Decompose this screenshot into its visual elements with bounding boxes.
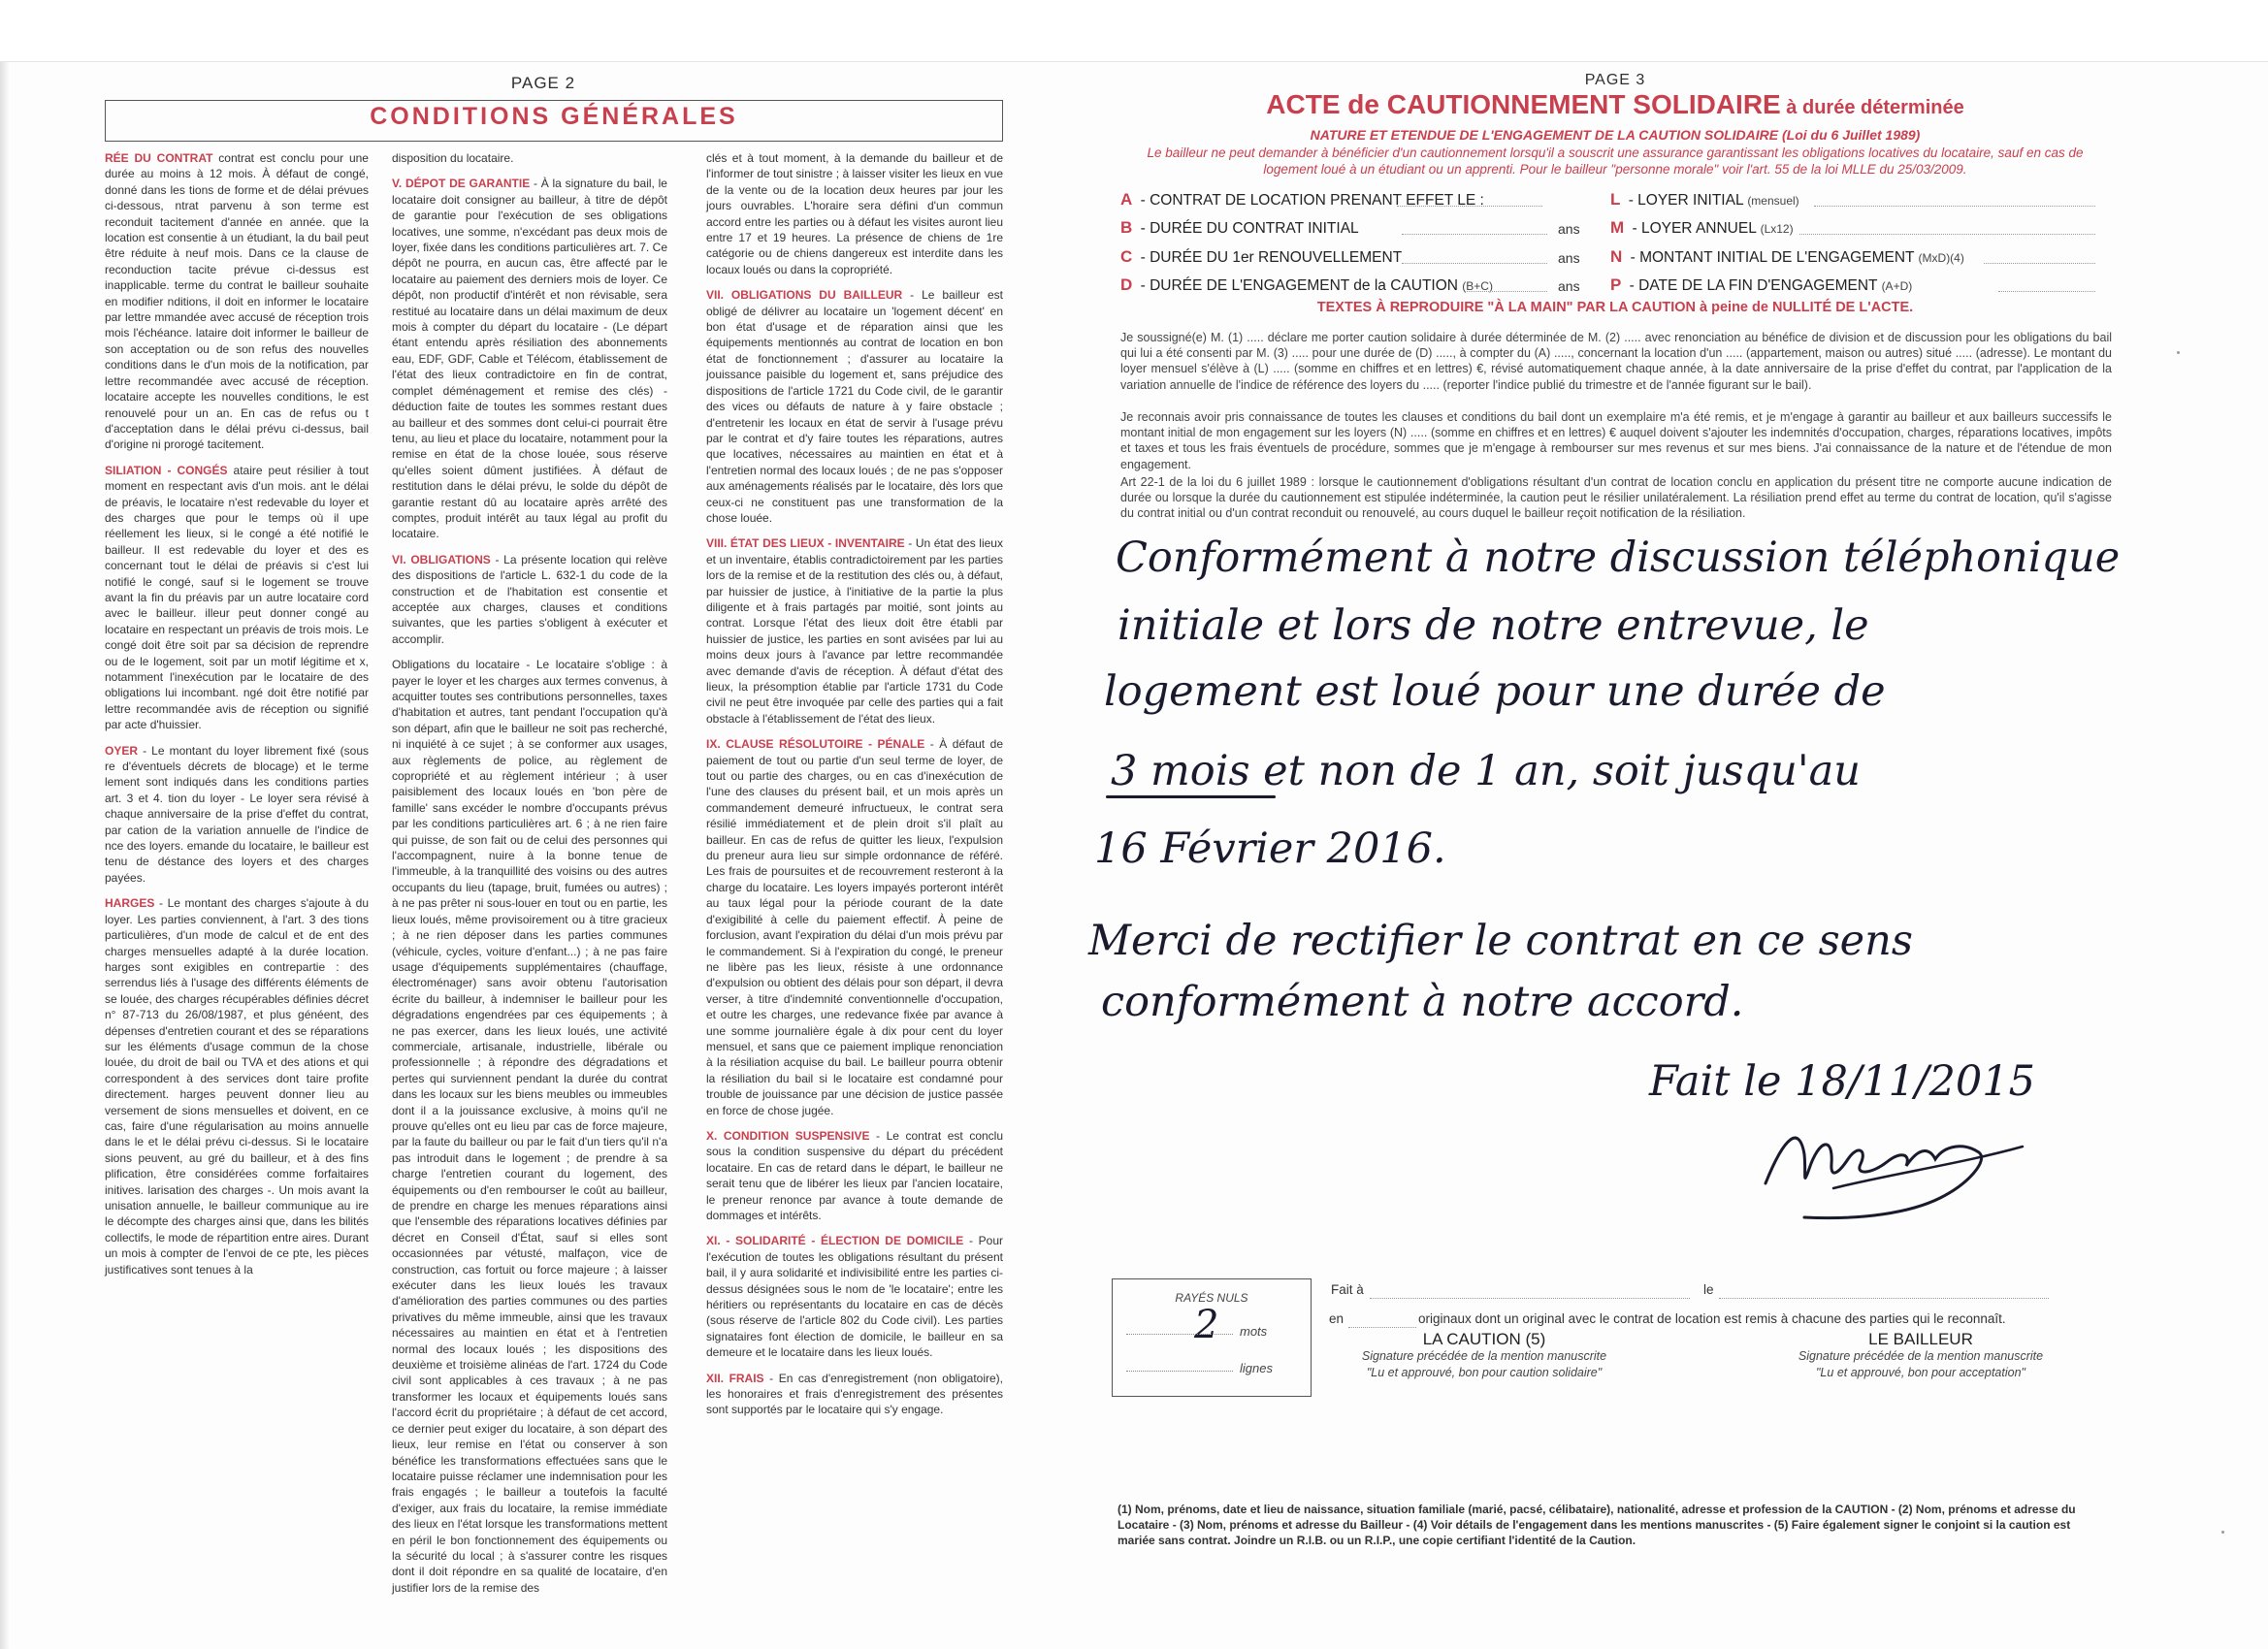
section-duree: RÉE DU CONTRAT contrat est conclu pour une durée au moins à 12 mois. À défaut de congé, donné dans les tions de forme et de délai prévues ci-dessous, ntrat parvenu à son terme est reconduit tacitement d'année en année. que la location est consentie à un étudiant, la du bail peut être réduite à neuf mois. Dans ce la clause de reconduction tacite prévue ci-dessus est inapplicable. terme du contrat le bailleur souhaite en modifier nditions, il doit en informer le locataire par lettre mmandée avec accusé de réception trois mois l'échéance. lataire doit informer le bailleur de son acceptation ou de son refus des nouvelles conditions dans le d'un mois de la notification, par lettre recommandée avec accusé de réception. locataire accepte les nouvelles conditions, le est renouvelé pour un an. En cas de refus ou t d'acceptation dans le délai prévu ci-dessus, bail d'origine ni prorogé tacitement.: [105, 151, 369, 452]
le-label: le: [1703, 1282, 1714, 1297]
page3-intro: Le bailleur ne peut demander à bénéficier d'un cautionnement lorsqu'il a souscrit une assurance garantissant les obligations locatives du locataire, sauf en cas de logement loué à un étudiant ou un apprenti. Pour le bailleur "personne morale" voir l'art. 55 de la loi MLLE du 25/03/2009.: [1147, 146, 2084, 177]
handwritten-line-2: initiale et lors de notre entrevue, le: [1118, 601, 1869, 650]
rayes-lignes-line[interactable]: [1126, 1371, 1233, 1372]
title-main: ACTE de CAUTIONNEMENT SOLIDAIRE: [1266, 89, 1781, 119]
scan-speck: [2177, 351, 2180, 354]
page3-title: [1116, 89, 2115, 120]
fait-a-label: Fait à: [1331, 1282, 1364, 1297]
section-depot-garantie: V. DÉPOT DE GARANTIE - À la signature du bail, le locataire doit consigner au bailleur, à titre de dépôt de garantie pour l'exécution de ses obligations locatives, une somme, n'excédant pas deux mois de loyer, fixée dans les conditions particulières art. 7. Ce dépôt ne pourra, en aucun cas, être affecté par le locataire au paiement des derniers mois de loyer. Ce dépôt, non productif d'intérêt et non révisable, sera restitué au locataire dans un délai maximum de deux mois à compter du départ du locataire - (Le départ étant entendu après résiliation des abonnements eau, EDF, GDF, Cable et Télécom, établissement de l'état des lieux contradictoire en fin de contrat, complet déménagement et remise des clés) - déduction faite de toutes les sommes restant dues au bailleur et des sommes dont celui-ci pourrait être tenu, au lieu et place du locataire, notamment pour la remise en état de la chose louée, sous réserve qu'elles soient dûment justifiées. À défaut de restitution dans le délai prévu, le solde du dépôt de garantie restant dû au locataire après arrêté des comptes, produit intérêt au taux légal au profit du locataire.: [392, 177, 667, 541]
section-obligations-bailleur: VII. OBLIGATIONS DU BAILLEUR - Le bailleur est obligé de délivrer au locataire un 'logement décent' en bon état d'usage et de réparation ainsi que les équipements mentionnés au contrat de location en bon état de fonctionnement ; d'assurer au locataire la jouissance paisible du logement et, sans préjudice des dispositions de l'article 1721 du Code civil, de le garantir des vices ou défauts de nature à y faire obstacle ; d'entretenir les locaux en état de servir à l'usage prévu par le contrat et d'y faire toutes les réparations, autres que locatives, nécessaires au maintien en état et à l'entretien normal des locaux loués ; de ne pas s'opposer aux aménagements réalisés par le locataire, dès lors que ceux-ci ne constituent pas une transformation de la chose louée.: [706, 288, 1003, 525]
caution-note-1: Signature précédée de la mention manuscrite: [1361, 1349, 1607, 1363]
handwritten-line-6: Merci de rectifier le contrat en ce sens: [1088, 917, 1913, 965]
field-a-line[interactable]: [1397, 206, 1542, 207]
section-obligations: VI. OBLIGATIONS - La présente location qui relève des dispositions de l'article L. 632-1 du code de la construction et de l'habitation est consentie et acceptée aux charges, clauses et conditions suivantes, que les parties s'obligent à exécuter et accomplir.: [392, 552, 667, 646]
scan-edge-shadow: [0, 62, 10, 1649]
field-l: L - LOYER INITIAL (mensuel): [1610, 190, 1799, 209]
section-frais: XII. FRAIS - En cas d'enregistrement (non obligatoire), les honoraires et frais d'enregistrement des présentes sont supportés par le locataire qui s'y engage.: [706, 1371, 1003, 1417]
handwritten-underline: [1106, 795, 1276, 798]
handwritten-line-7: conformément à notre accord.: [1101, 978, 1744, 1026]
rayes-nuls-title: RAYÉS NULS: [1175, 1291, 1248, 1305]
rayes-mots-label: mots: [1240, 1324, 1268, 1339]
paragraph-reconnaissance: Je reconnais avoir pris connaissance de toutes les clauses et conditions du bail dont un exemplaire m'a été remis, et je m'engage à garantir au bailleur et aux bailleurs successifs le montant initial de mon engagement sur les loyers (N) ..... (somme en chiffres et en lettres) € auquel doivent s'ajouter les indemnités d'occupation, charges, réparations locatives, impôts et taxes et tous les frais éventuels de procédure, sommes que je m'engage à rembourser sur mes revenus et sur mes biens. J'ai connaissance de la nature et de l'étendue de mon engagement.: [1120, 410, 2112, 471]
page3-number: PAGE 3: [1584, 72, 1646, 88]
handwritten-line-4: 3 mois et non de 1 an, soit jusqu'au: [1111, 747, 1861, 795]
handwritten-line-3: logement est loué pour une durée de: [1104, 667, 1886, 716]
section-loyer: OYER - Le montant du loyer librement fixé (sous re d'éventuels décrets de blocage) et le terme lement sont indiqués dans les conditions parties art. 3 et 4. tion du loyer - Le loyer sera révisé à chaque anniversaire de la prise d'effet du contrat, par cation de la variation annuelle de l'indice de nce des loyers. emande du locataire, le bailleur est tenu de déstance des loyers et des charges payées.: [105, 743, 369, 885]
rayes-lignes-label: lignes: [1240, 1361, 1273, 1375]
field-b-unit: ans: [1558, 221, 1580, 237]
rayes-nuls-box: [1112, 1278, 1312, 1397]
originaux-text: originaux dont un original avec le contrat de location est remis à chacune des parties qui le reconnaît.: [1418, 1311, 2006, 1326]
field-n-line[interactable]: [1984, 263, 2095, 264]
section-continuation: clés et à tout moment, à la demande du bailleur et de l'informer de tout sinistre ; à laisser visiter les lieux en vue de la vente ou de la location deux heures par jour les jours ouvrables. L'horaire sera défini d'un commun accord entre les parties ou à défaut les visites auront lieu entre 17 et 19 heures. La présence de chiens de 1re catégorie ou de chiens dangereux est interdite dans les locaux loués ou dans la copropriété.: [706, 151, 1003, 276]
section-solidarite: XI. - SOLIDARITÉ - ÉLECTION DE DOMICILE - Pour l'exécution de toutes les obligations résultant du présent bail, il y aura solidarité et indivisibilité entre les parties ci-dessus désignées sous le nom de 'le locataire'; entre les héritiers ou représentants du locataire en cas de décès (sous réserve de l'article 802 du Code civil). Les parties signataires font élection de domicile, le bailleur en sa demeure et le locataire dans les lieux loués.: [706, 1234, 1003, 1360]
page2-number: PAGE 2: [510, 74, 576, 92]
page2-title: CONDITIONS GÉNÉRALES: [370, 103, 738, 130]
page3-footnote: (1) Nom, prénoms, date et lieu de naissance, situation familiale (marié, pacsé, célibataire), nationalité, adresse et profession de la CAUTION - (2) Nom, prénoms et adresse du Locataire - (3) Nom, prénoms et adresse du Bailleur - (4) Voir détails de l'engagement dans les mentions manuscrites - (5) Faire également signer le conjoint si la caution est mariée sans contrat. Joindre un R.I.B. ou un R.I.P., une copie certifiant l'identité de la Caution.: [1118, 1503, 2076, 1547]
handwritten-date: Fait le 18/11/2015: [1649, 1057, 2035, 1106]
section-clause-resolutoire: IX. CLAUSE RÉSOLUTOIRE - PÉNALE - À défaut de paiement de tout ou partie d'un seul terme de loyer, de tout ou partie des charges, ou en cas d'inexécution de l'une des clauses du présent bail, et un mois après un commandement demeuré infructueux, le contrat sera résilié immédiatement et de plein droit s'il plaît au bailleur. En cas de refus de quitter les lieux, l'expulsion du preneur aura lieu sur simple ordonnance de référé. Les frais de poursuites et de recouvrement resteront à la charge du locataire. Les loyers impayés porteront intérêt au taux légal pour la période courant de la date d'exigibilité à celle du paiement effectif. À peine de forclusion, avant l'expiration du délai d'un mois prévu par le commandement. Si à l'expiration du congé, le preneur ne libère pas les lieux, résiste à une ordonnance d'expulsion ou obtient des délais pour son départ, il devra verser, à titre d'indemnité conventionnelle d'occupation, et outre les charges, une redevance fixée par avance à une somme journalière égale à dix pour cent du loyer mensuel, et sans que ce paiement implique renonciation à la résiliation acquise du bail. Le bailleur pourra obtenir la résiliation du bail si le locataire est condamné pour trouble de jouissance par une décision de justice passée en force de chose jugée.: [706, 737, 1003, 1117]
paragraph-article-22: Art 22-1 de la loi du 6 juillet 1989 : lorsque le cautionnement d'obligations résultant d'un contrat de location conclu en application du présent titre ne comporte aucune indication de durée ou lorsque la durée du cautionnement est stipulée indéterminée, la caution peut le résilier unilatéralement. La résiliation prend effet au terme du contrat de location, qu'il s'agisse du contrat initial ou d'un contrat reconduit ou renouvelé, au cours duquel le bailleur reçoit notification de la résiliation.: [1120, 475, 2112, 521]
section-charges: HARGES - Le montant des charges s'ajoute à du loyer. Les parties conviennent, à l'art. 3 des tions particulières, d'un mode de calcul et de ent des charges mensuelles adapté à la durée location. harges sont exigibles en contrepartie : des serrendus liés à l'usage des différents éléments de se louée, des charges récupérables définies décret n° 87-713 du 26/08/1987, et plus généent, des dépenses d'entretien courant et des se réparations sur les éléments d'usage commun de la chose louée, du droit de bail ou TVA et des ations et qui correspondent à des services dont taire profite directement. harges peuvent donner lieu au versement de sions mensuelles et doivent, en ce cas, faire d'une régularisation au moins annuelle dans le et le délai prévu ci-dessus. Si le locataire sions peuvent, au gré du bailleur, et à des fins plification, être considérées comme forfaitaires initives. larisation des charges -. Un mois avant la unisation annuelle, le bailleur communique au ire le décompte des charges ainsi que, dans les bilités collectifs, le mode de répartition entre aires. Durant un mois à compter de l'envoi de ce pte, les pièces justificatives sont tenues à la: [105, 896, 369, 1277]
field-n: N - MONTANT INITIAL DE L'ENGAGEMENT (MxD)(4): [1610, 247, 1964, 266]
en-label: en: [1329, 1311, 1345, 1326]
en-line[interactable]: [1348, 1327, 1416, 1328]
field-a: A - CONTRAT DE LOCATION PRENANT EFFET LE :: [1120, 190, 1484, 209]
field-p-line[interactable]: [1998, 291, 2095, 292]
field-d-unit: ans: [1558, 278, 1580, 294]
bailleur-note-1: Signature précédée de la mention manuscrite: [1798, 1349, 2044, 1363]
field-p: P - DATE DE LA FIN D'ENGAGEMENT (A+D): [1610, 275, 1913, 294]
scan-top-margin: [0, 0, 2268, 62]
bailleur-note-2: "Lu et approuvé, bon pour acceptation": [1816, 1366, 2025, 1379]
handwritten-line-1: Conformément à notre discussion téléphonique: [1116, 534, 2121, 582]
rayes-mots-value: 2: [1194, 1303, 1219, 1347]
field-c-unit: ans: [1558, 250, 1580, 266]
page3-subtitle: NATURE ET ETENDUE DE L'ENGAGEMENT DE LA CAUTION SOLIDAIRE (Loi du 6 Juillet 1989): [1310, 127, 1921, 143]
caution-note-2: "Lu et approuvé, bon pour caution solidaire": [1366, 1366, 1603, 1379]
page2-column-3: [706, 150, 1003, 1518]
fait-a-line[interactable]: [1370, 1298, 1690, 1299]
handwritten-line-5: 16 Février 2016.: [1094, 824, 1446, 873]
field-c: C - DURÉE DU 1er RENOUVELLEMENT: [1120, 247, 1403, 266]
section-condition-suspensive: X. CONDITION SUSPENSIVE - Le contrat est conclu sous la condition suspensive du départ du précédent locataire. En cas de retard dans le départ, le bailleur ne serait tenu que de libérer les lieux par l'ancien locataire, le preneur renonce par avance à toute demande de dommages et intérêts.: [706, 1128, 1004, 1222]
field-m: M - LOYER ANNUEL (Lx12): [1610, 218, 1794, 237]
field-b: B - DURÉE DU CONTRAT INITIAL: [1120, 218, 1359, 237]
section-etat-des-lieux: VIII. ÉTAT DES LIEUX - INVENTAIRE - Un état des lieux et un inventaire, établis contradictoirement par les parties lors de la remise et de la restitution des clés ou, à défaut, par huissier de justice, à l'initiative de la partie la plus diligente et à frais partagés par moitié, sont joints au contrat. Lorsque l'état des lieux doit être établi par huissier de justice, les parties en sont avisées par lui au moins deux jours à l'avance par lettre recommandée avec demande d'avis de réception. À défaut d'état des lieux, la présomption établie par l'article 1731 du Code civil ne peut être invoquée par celle des parties qui a fait obstacle à l'établissement de l'état des lieux.: [706, 536, 1003, 726]
field-l-line[interactable]: [1814, 206, 2095, 207]
paragraph-engagement: Je soussigné(e) M. (1) ..... déclare me porter caution solidaire à durée déterminée de M. (2) ..... avec renonciation au bénéfice de division et de discussion pour les obligations du bail qui lui a été consenti par M. (3) ..... pour une durée de (D) ....., à compter du (A) ....., concernant la location d'un ..... (appartement, maison ou autres) situé ..... (adresse). Le montant du loyer mensuel s'élève à (L) ..... (somme en chiffres et en lettres) €, révisé automatiquement chaque année, à la date anniversaire de la prise d'effet du contrat, par l'application de la variation annuelle de l'indice de référence des loyers du ..... (reporter l'indice publié du trimestre et de l'année figurant sur le bail).: [1120, 331, 2112, 392]
caution-label: LA CAUTION (5): [1422, 1330, 1546, 1348]
field-m-line[interactable]: [1799, 234, 2095, 235]
signature: [1746, 1116, 2037, 1222]
field-d: D - DURÉE DE L'ENGAGEMENT de la CAUTION (B+C): [1120, 275, 1493, 294]
section-obligations-locataire: Obligations du locataire - Le locataire s'oblige : à payer le loyer et les charges aux termes convenus, à acquitter toutes ses contributions personnelles, taxes d'habitation et autres, tant pendant l'occupation qu'à son départ, afin que le bailleur ne soit pas recherché, ni inquiété à ce sujet ; à se conformer aux usages, aux règlements de police, au règlement de copropriété et au règlement intérieur ; à user paisiblement des locaux loués en 'bon père de famille' sans excéder le nombre d'occupants prévus par les conditions particulières art. 6 ; à ne rien faire qui puisse, de son fait ou de celui des personnes qui l'accompagnent, nuire à la bonne tenue de l'immeuble, à la tranquillité des voisins ou des autres occupants du lieu (tapage, bruit, fumées ou autres) ; à ne pas prêter ni sous-louer en tout ou en partie, les lieux loués, même provisoirement ou à titre gracieux ; à ne rien déposer dans les parties communes (véhicule, cycles, voiture d'enfant...) ; à ne pas faire usage d'équipements supplémentaires (chauffage, électroménager) sans avoir obtenu l'autorisation écrite du bailleur, à indemniser le bailleur pour les dégradations engendrées par ces équipements ; à ne pas exercer, dans les lieux loués, une activité commerciale, artisanale, industrielle, libérale ou professionnelle ; à répondre des dégradations et pertes qui surviennent pendant la durée du contrat dans les locaux sur les biens meubles ou immeubles dont il a la jouissance exclusive, à moins qu'il ne prouve qu'elles ont eu lieu par cas de force majeure, par la faute du bailleur ou par le fait d'un tiers qu'il n'a pas introduit dans le logement ; de prendre à sa charge l'entretien courant du logement, des équipements ou d'en rembourser le coût au bailleur, de prendre en charge les menues réparations ainsi que l'ensemble des réparations locatives définies par décret en Conseil d'État, sauf si elles sont occasionnées par vétusté, malfaçon, vice de construction, cas fortuit ou force majeure ; à laisser exécuter dans les lieux loués les travaux d'amélioration des parties communes ou des parties privatives du même immeuble, ainsi que les travaux nécessaires au maintien en état et à l'entretien normal des locaux loués ; les dispositions des deuxième et troisième alinéas de l'art. 1724 du Code civil sont applicables à ces travaux ; à ne pas transformer les locaux et équipements loués sans l'accord écrit du propriétaire ; à défaut de cet accord, ce dernier peut exiger du locataire, à son départ des lieux, leur remise en l'état ou conserver à son bénéfice les transformations effectuées sans que le locataire puisse réclamer une indemnisation pour les frais engagés ; le bailleur a toutefois la faculté d'exiger, aux frais du locataire, la remise immédiate des lieux en l'état lorsque les transformations mettent en péril le bon fonctionnement des équipements ou la sécurité du local ; à s'assurer contre les risques dont il doit répondre en sa qualité de locataire, d'en justifier lors de la remise des: [392, 658, 667, 1595]
page2-column-2: [392, 150, 667, 1595]
textes-notice: TEXTES À REPRODUIRE "À LA MAIN" PAR LA CAUTION à peine de NULLITÉ DE L'ACTE.: [1316, 300, 1914, 315]
page2-column-1: [105, 150, 369, 1518]
scan-speck: [2221, 1531, 2224, 1534]
le-line[interactable]: [1719, 1298, 2049, 1299]
bailleur-label: LE BAILLEUR: [1868, 1330, 1973, 1348]
field-c-line[interactable]: [1402, 263, 1547, 264]
field-b-line[interactable]: [1402, 234, 1547, 235]
rayes-mots-line[interactable]: [1126, 1334, 1233, 1335]
title-suffix: à durée déterminée: [1780, 97, 1964, 118]
field-d-line[interactable]: [1465, 291, 1547, 292]
section-resiliation: SILIATION - CONGÉS ataire peut résilier à tout moment en respectant avis d'un mois. ant le délai de préavis, le locataire n'est redevable du loyer et des charges que pour le temps où il upe réellement les lieux, si le congé a été notifié le bailleur. Il est redevable du loyer et des es concernant tout le délai de préavis si c'est lui notifié le congé, sauf si le logement se trouve avant la fin du préavis par un autre locataire cord avec le bailleur. illeur peut donner congé au locataire en respectant un préavis de trois mois. Le congé doit être soit par sa décision de reprendre ou de le logement, soit par un motif légitime et x, notamment l'inexécution par le locataire de des obligations lui incombant. ngé doit être notifié par lettre recommandée avis de réception ou signifié par acte d'huissier.: [105, 463, 369, 732]
section-disposition: disposition du locataire.: [392, 151, 514, 165]
